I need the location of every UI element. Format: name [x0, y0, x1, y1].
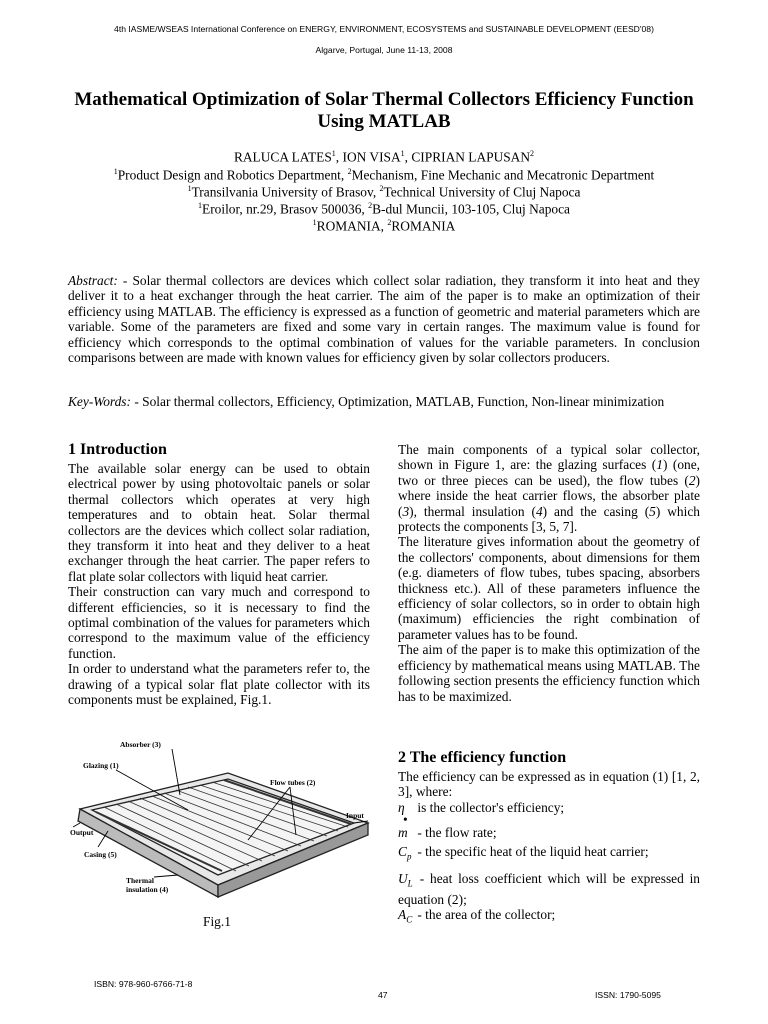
aff-text: Technical University of Cluj Napoca: [383, 184, 581, 200]
component-number: 5: [649, 503, 656, 519]
aff-sup: 1: [113, 167, 118, 176]
author-3: , CIPRIAN LAPUSAN: [404, 149, 531, 165]
ac-subscript: C: [406, 914, 413, 925]
text-run: ), thermal insulation (: [409, 503, 536, 519]
efficiency-section-body: [398, 769, 700, 928]
text-run: The main components of a typical solar collector, shown in Figure 1, are: the glazing surfaces (: [398, 442, 700, 473]
eta-description: is the collector's efficiency;: [414, 799, 565, 815]
aff-text: ROMANIA,: [316, 218, 388, 234]
aff-text: B-dul Muncii, 103-105, Cluj Napoca: [372, 201, 570, 217]
intro-paragraph-3: In order to understand what the parameters refer to, the drawing of a typical solar flat plate collector with its components must be explained, Fig.1.: [68, 661, 370, 708]
eta-definition: [398, 800, 700, 815]
text-run: ) where inside the heat carrier flows, the absorber plate (: [398, 472, 700, 519]
figure-label-casing: Casing (5): [84, 850, 117, 859]
conference-location: Algarve, Portugal, June 11-13, 2008: [315, 45, 453, 55]
ul-symbol: U: [398, 870, 408, 886]
aff-sup: 2: [347, 167, 352, 176]
eta-symbol: η: [398, 799, 405, 815]
aff-text: Transilvania University of Brasov,: [191, 184, 380, 200]
author-2: , ION VISA: [335, 149, 401, 165]
abstract: [68, 273, 700, 365]
intro-paragraph-2: Their construction can vary much and correspond to different efficiencies, so it is necessary to find the optimal combination of the values for parameters which correspond to the maximum value of the efficiency function.: [68, 584, 370, 661]
ac-description: - the area of the collector;: [414, 907, 556, 923]
aff-sup: 1: [312, 218, 317, 227]
introduction-body: [68, 461, 370, 708]
figure-label-absorber: Absorber (3): [120, 740, 161, 749]
component-number: 1: [656, 457, 663, 473]
aff-text: Eroilor, nr.29, Brasov 500036,: [202, 201, 369, 217]
section-1-heading: 1 Introduction: [68, 441, 167, 458]
aff-text: Product Design and Robotics Department,: [117, 167, 348, 183]
cp-definition: [398, 844, 700, 865]
keywords: [68, 394, 700, 409]
aff-text: Mechanism, Fine Mechanic and Mecatronic Department: [351, 167, 655, 183]
ul-description: - heat loss coefficient which will be expressed in equation (2);: [398, 870, 700, 907]
keywords-label: Key-Words:: [68, 394, 131, 409]
aff-sup: 2: [368, 201, 373, 210]
aff-text: ROMANIA: [391, 218, 456, 234]
author-3-sup: 2: [530, 149, 535, 158]
aff-sup: 1: [187, 184, 192, 193]
m-definition: [398, 825, 700, 840]
component-number: 3: [402, 503, 410, 519]
m-description: - the flow rate;: [414, 825, 497, 841]
dot-marker: •: [403, 812, 408, 828]
aff-sup: 2: [387, 218, 392, 227]
author-1: RALUCA LATES: [233, 149, 332, 165]
figure-label-insulation: insulation (4): [126, 885, 169, 894]
component-number: 4: [535, 503, 543, 519]
isbn: ISBN: 978-960-6766-71-8: [94, 979, 193, 989]
keywords-text: - Solar thermal collectors, Efficiency, Optimization, MATLAB, Function, Non-linear minimization: [130, 394, 665, 409]
text-run: ) which protects the components [3, 5, 7].: [398, 503, 700, 535]
figure-label-flow-tubes: Flow tubes (2): [270, 778, 316, 787]
figure-label-output: Output: [70, 828, 94, 837]
figure-label-input: Input: [346, 811, 364, 820]
aff-sup: 1: [198, 201, 203, 210]
ac-definition: [398, 907, 700, 928]
figure-label-thermal: Thermal: [126, 876, 154, 885]
components-paragraph: [398, 442, 700, 534]
conference-header: 4th IASME/WSEAS International Conference on ENERGY, ENVIRONMENT, ECOSYSTEMS and SUSTAINABLE DEVELOPMENT (EESD'08): [114, 24, 654, 34]
component-number: 2: [688, 472, 696, 488]
intro-paragraph-1: The available solar energy can be used to obtain electrical power by using photovoltaic panels or solar thermal collectors which operates at very high temperatures and to obtain heat. Solar thermal collectors are the devices which collect solar radiation, they transform it into heat and they deliver to a heat exchanger through the heat carrier. The paper refers to flat plate solar collectors with liquid heat carrier.: [68, 461, 370, 584]
ul-definition: [398, 871, 700, 907]
right-column-body: [398, 442, 700, 704]
page-number: 47: [378, 990, 388, 1000]
author-1-sup: 1: [331, 149, 336, 158]
aim-paragraph: The aim of the paper is to make this optimization of the efficiency by mathematical means using MATLAB. The following section presents the efficiency function which has to be maximized.: [398, 642, 700, 704]
abstract-text: - Solar thermal collectors are devices which collect solar radiation, they transform it into heat and they deliver it to a heat exchanger through the heat carrier. The aim of the paper is to make an optimization of their efficiency using MATLAB. The efficiency is expressed as a function of geometric and material parameters which are variable. Some of the parameters are fixed and some vary in certain ranges. The maximum value is found for efficiency which corresponds to the optimal combination of values for the variable parameters. In conclusion comparisons between are made with known values for efficiency given by solar collectors producers.: [68, 273, 700, 366]
issn: ISSN: 1790-5095: [595, 990, 661, 1000]
ul-subscript: L: [407, 878, 413, 889]
aff-sup: 2: [379, 184, 384, 193]
text-run: ) and the casing (: [542, 503, 650, 519]
literature-paragraph: The literature gives information about the geometry of the collectors' components, about dimensions for them (e.g. diameters of flow tubes, tubes spacing, absorbers thickness etc.). All of these parameters influence the efficiency of solar collectors, so in order to obtain high (maximum) efficiencies the right combination of parameter values has to be found.: [398, 534, 700, 642]
cp-symbol: C: [398, 843, 407, 859]
cp-subscript: p: [406, 851, 412, 862]
figure-label-glazing: Glazing (1): [83, 761, 119, 770]
abstract-label: Abstract:: [68, 273, 118, 288]
section-2-heading: 2 The efficiency function: [398, 749, 567, 766]
text-run: ) (one, two or three pieces can be used), the flow tubes (: [398, 457, 700, 488]
m-symbol: m: [398, 825, 408, 841]
solar-collector-figure: [68, 735, 378, 915]
efficiency-intro: The efficiency can be expressed as in equation (1) [1, 2, 3], where:: [398, 769, 700, 800]
ac-symbol: A: [398, 907, 407, 923]
figure-caption: Fig.1: [203, 914, 231, 929]
paper-title: Mathematical Optimization of Solar Thermal Collectors Efficiency Function Using MATLAB: [74, 89, 694, 132]
cp-description: - the specific heat of the liquid heat carrier;: [414, 843, 649, 859]
author-2-sup: 1: [400, 149, 405, 158]
affiliation-countries: [40, 214, 728, 234]
